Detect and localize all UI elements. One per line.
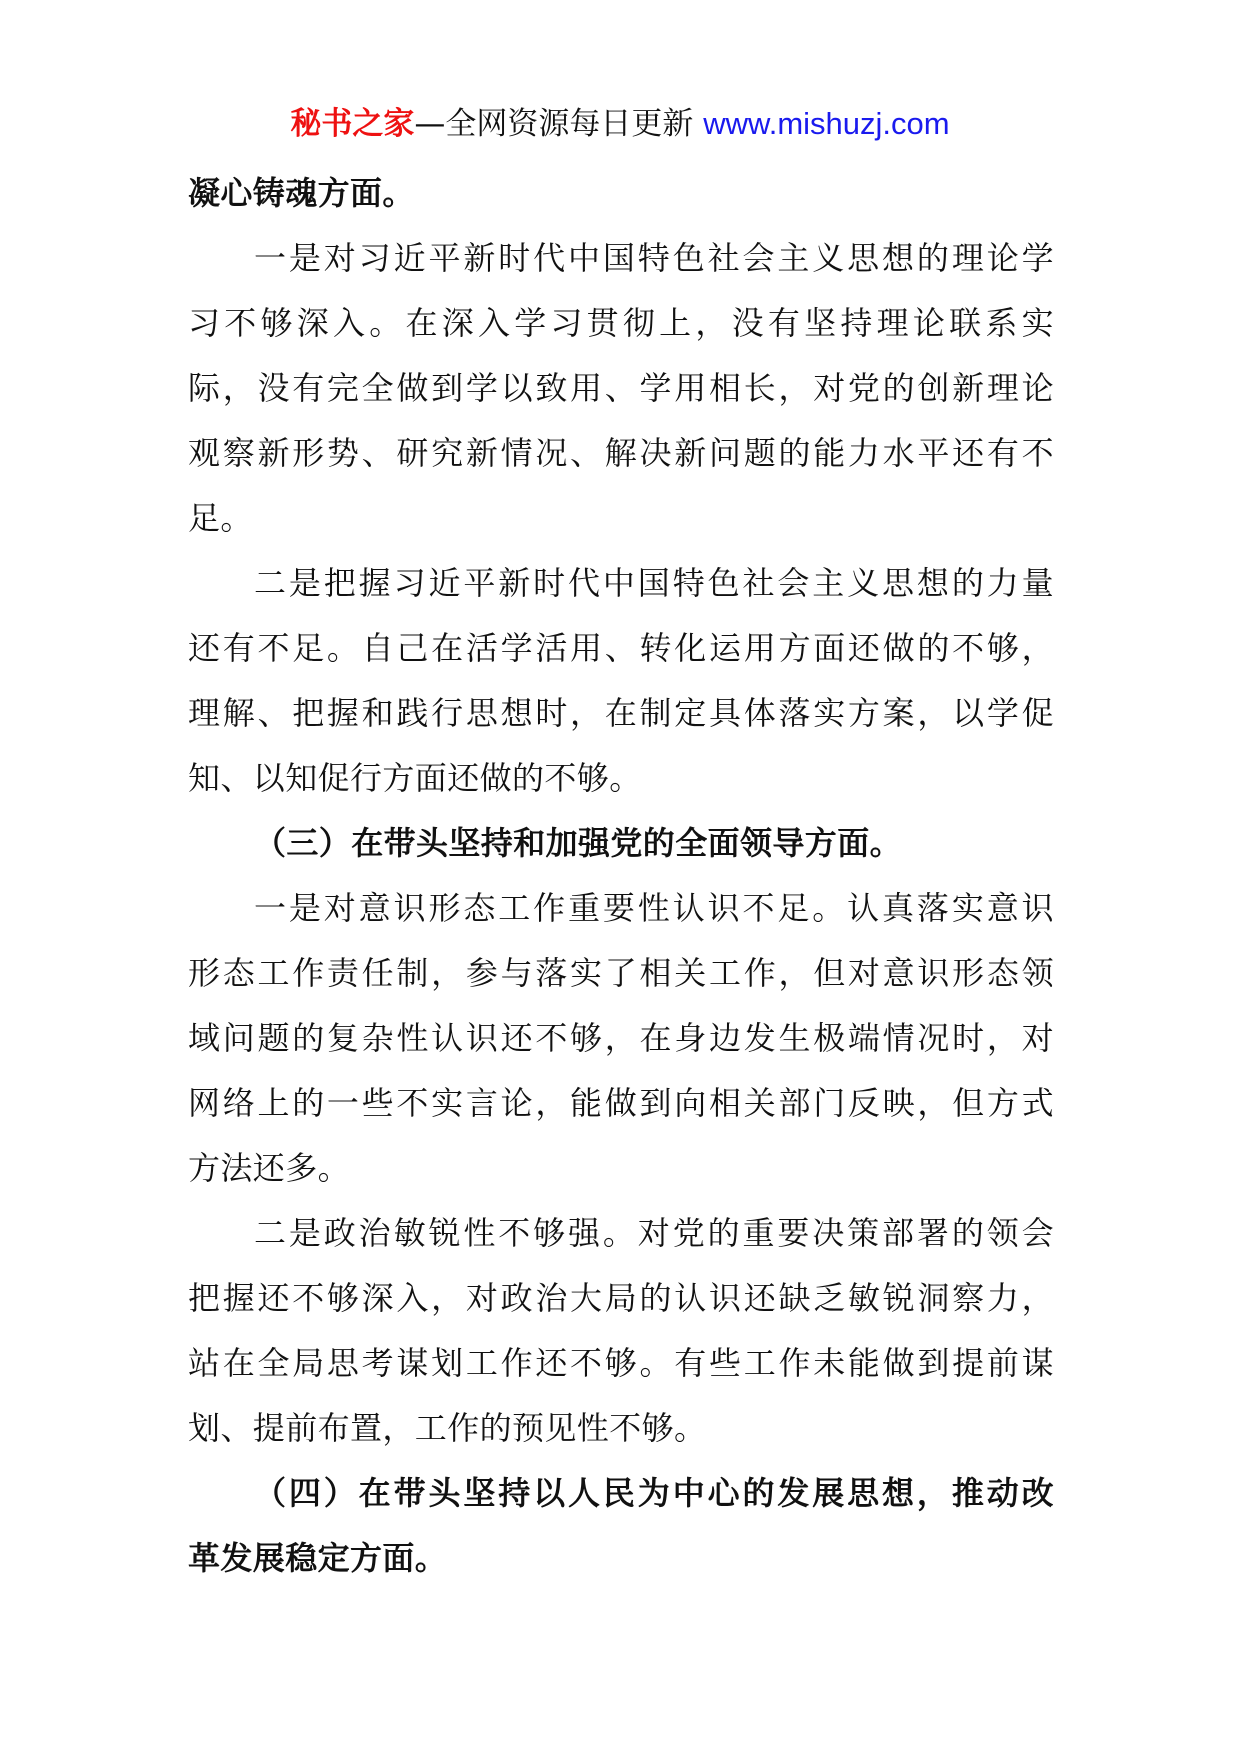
brand-name: 秘书之家: [290, 106, 415, 142]
section-heading-4: （四）在带头坚持以人民为中心的发展思想，推动改: [254, 1474, 1054, 1512]
paragraph-line: 划、提前布置，工作的预见性不够。: [188, 1409, 707, 1447]
paragraph-line: 形态工作责任制，参与落实了相关工作，但对意识形态领: [188, 954, 1054, 992]
paragraph-line: 际，没有完全做到学以致用、学用相长，对党的创新理论: [188, 369, 1054, 407]
paragraph-line: 足。: [188, 499, 253, 537]
paragraph-line: 一是对习近平新时代中国特色社会主义思想的理论学: [254, 239, 1054, 277]
paragraph-line: 观察新形势、研究新情况、解决新问题的能力水平还有不: [188, 434, 1054, 472]
paragraph-line: 习不够深入。在深入学习贯彻上，没有坚持理论联系实: [188, 304, 1054, 342]
document-body: [188, 161, 1054, 1591]
paragraph-line: 站在全局思考谋划工作还不够。有些工作未能做到提前谋: [188, 1344, 1054, 1382]
paragraph-line: 理解、把握和践行思想时，在制定具体落实方案，以学促: [188, 694, 1054, 732]
paragraph-line: 域问题的复杂性认识还不够，在身边发生极端情况时，对: [188, 1019, 1054, 1057]
website-link[interactable]: www.mishuzj.com: [703, 106, 950, 141]
section-heading-3: （三）在带头坚持和加强党的全面领导方面。: [254, 824, 903, 862]
section-heading-continuation: 凝心铸魂方面。: [188, 174, 415, 212]
paragraph-line: 方法还多。: [188, 1149, 351, 1187]
section-heading-4-continuation: 革发展稳定方面。: [188, 1539, 448, 1577]
paragraph-line: 知、以知促行方面还做的不够。: [188, 759, 642, 797]
paragraph-line: 一是对意识形态工作重要性认识不足。认真落实意识: [254, 889, 1054, 927]
paragraph-line: 网络上的一些不实言论，能做到向相关部门反映，但方式: [188, 1084, 1054, 1122]
paragraph-line: 还有不足。自己在活学活用、转化运用方面还做的不够，: [188, 629, 1054, 667]
header-tagline: —全网资源每日更新: [414, 106, 704, 142]
paragraph-line: 把握还不够深入，对政治大局的认识还缺乏敏锐洞察力，: [188, 1279, 1054, 1317]
paragraph-line: 二是政治敏锐性不够强。对党的重要决策部署的领会: [254, 1214, 1054, 1252]
page-header: [0, 102, 1240, 146]
paragraph-line: 二是把握习近平新时代中国特色社会主义思想的力量: [254, 564, 1054, 602]
